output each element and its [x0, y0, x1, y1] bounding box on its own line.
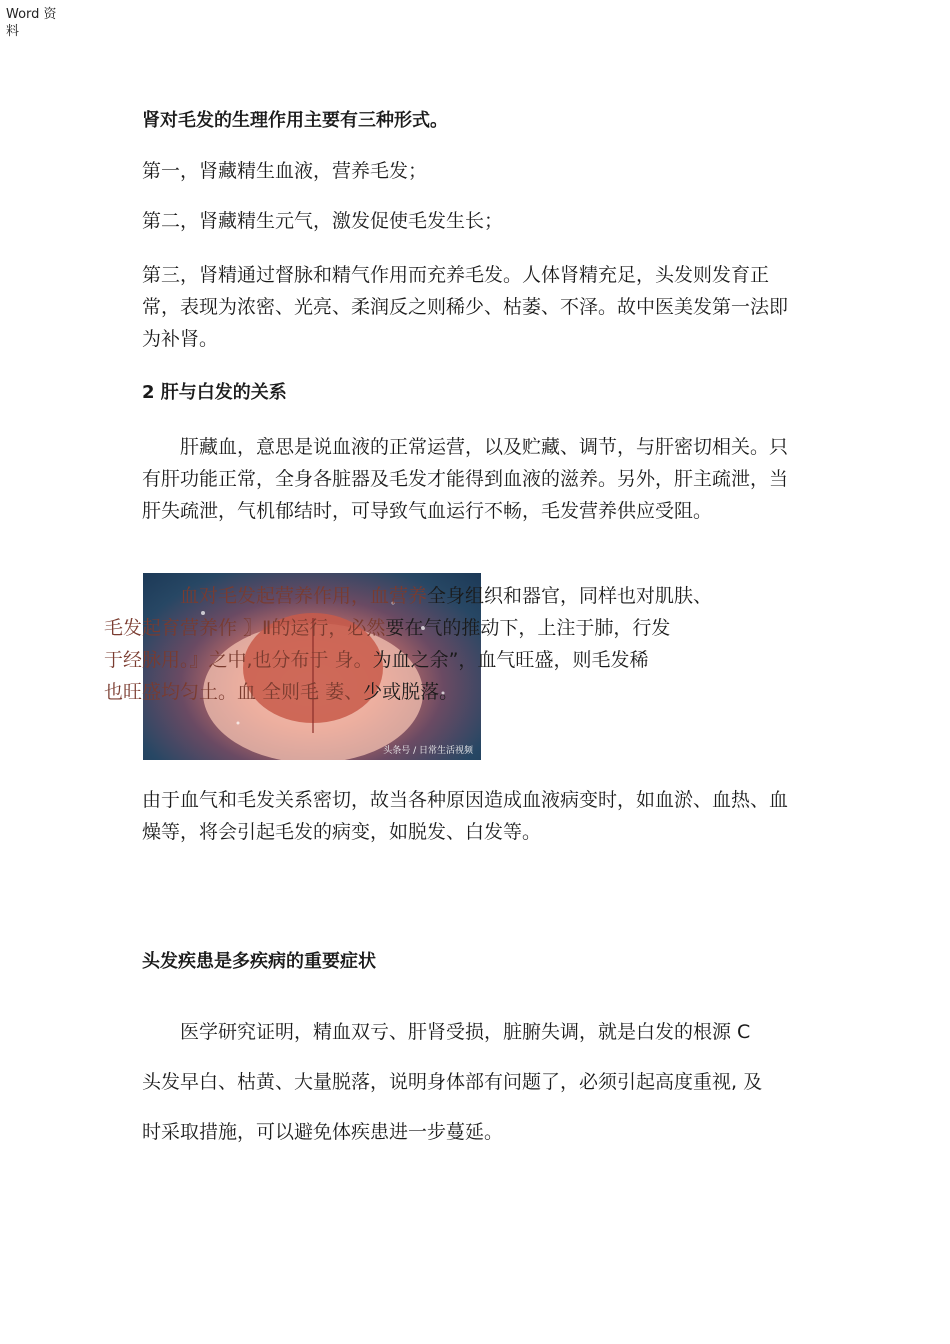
overlay-line-2-after: 要在气的推动下，上注于肺，行发: [385, 617, 671, 639]
section2-overlay-paragraph: [104, 580, 806, 708]
section2-heading: 2 肝与白发的关系: [142, 382, 287, 403]
overlay-line-3-on-image: 于经脉用。』之中,也分布于 身。: [104, 649, 373, 671]
section3-heading: 头发疾患是多疾病的重要症状: [142, 951, 376, 972]
page-header-label: Word 资 料: [6, 7, 57, 39]
section1-heading: 肾对毛发的生理作用主要有三种形式。: [142, 110, 448, 131]
section1-paragraph-3: 第三，肾精通过督脉和精气作用而充养毛发。人体肾精充足，头发则发育正常，表现为浓密、光亮、柔润反之则稀少、枯萎、不泽。故中医美发第一法即为补肾。: [142, 264, 789, 350]
overlay-line-4-after: 少或脱落。: [363, 681, 459, 703]
section3-line-3: 时采取措施，可以避免体疾患进一步蔓延。: [142, 1121, 504, 1143]
overlay-line-4-on-image: 也旺盛均匀土。血 全则毛 萎、: [104, 681, 364, 703]
overlay-line-3-after: 为血之余”，血气旺盛，则毛发稀: [372, 649, 649, 671]
section3-line-1: 医学研究证明，精血双亏、肝肾受损，脏腑失调，就是白发的根源 C: [180, 1021, 751, 1043]
section2-paragraph-1: 肝藏血，意思是说血液的正常运营，以及贮藏、调节，与肝密切相关。只有肝功能正常，全身各脏器及毛发才能得到血液的滋养。另外，肝主疏泄，当肝失疏泄，气机郁结时，可导致气血运行不畅，毛发营养供应受阻。: [142, 436, 789, 522]
section3-line-2: 头发早白、枯黄、大量脱落，说明身体部有问题了，必须引起高度重视, 及: [142, 1071, 763, 1093]
overlay-line-1-on-image: 血对毛发起营养作用，血营养: [180, 585, 428, 607]
section1-paragraph-1: 第一，肾藏精生血液，营养毛发；: [142, 160, 428, 182]
overlay-line-2-on-image: 毛发起育营养作 〗Ⅱ的运行，必然: [104, 617, 386, 639]
section2-paragraph-2: 由于血气和毛发关系密切，故当各种原因造成血液病变时，如血淤、血热、血燥等，将会引起毛发的病变，如脱发、白发等。: [142, 789, 789, 843]
section1-paragraph-2: 第二，肾藏精生元气，激发促使毛发生长；: [142, 210, 504, 232]
image-caption: 头条号 / 日常生活视频: [383, 746, 473, 756]
overlay-line-1-after: 全身组织和器官，同样也对肌肤、: [427, 585, 713, 607]
